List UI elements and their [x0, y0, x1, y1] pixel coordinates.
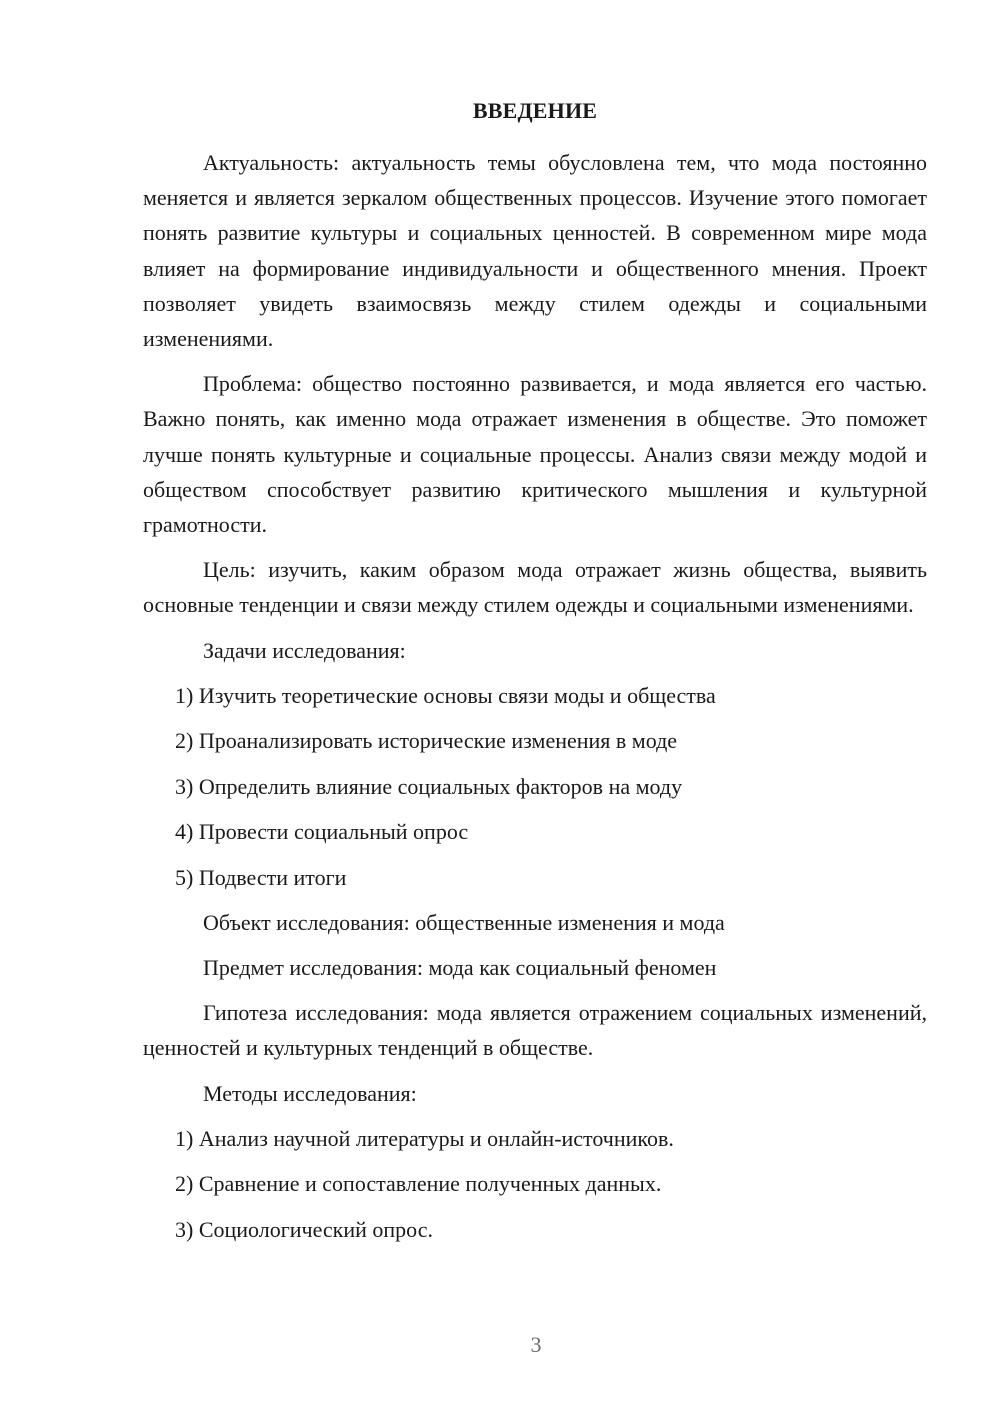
problem-paragraph: Проблема: общество постоянно развивается, и мода является его частью. Важно понять, как именно мода отражает изменения в обществе. Это поможет лучше понять культурные и социальные процессы. Анализ связи между модой и обществом способствует развитию критического мышления и культурной грамотности.: [143, 371, 927, 538]
list-item: 4) Провести социальный опрос: [175, 819, 469, 845]
list-item: 3) Определить влияние социальных факторов на моду: [175, 773, 683, 799]
list-item: 1) Анализ научной литературы и онлайн-источников.: [175, 1125, 674, 1151]
hypothesis-paragraph: Гипотеза исследования: мода является отражением социальных изменений, ценностей и культурных тенденций в обществе.: [143, 1000, 927, 1061]
methods-heading: Методы исследования:: [203, 1080, 417, 1106]
list-item: 3) Социологический опрос.: [175, 1216, 433, 1242]
page-content: [143, 96, 927, 1257]
list-item: 2) Проанализировать исторические изменения в моде: [175, 728, 678, 754]
page-number: 3: [530, 1332, 542, 1357]
goal-paragraph: Цель: изучить, каким образом мода отражает жизнь общества, выявить основные тенденции и связи между стилем одежды и социальными изменениями.: [143, 557, 927, 618]
section-title: ВВЕДЕНИЕ: [472, 98, 598, 123]
methods-list: [143, 1121, 927, 1247]
object-line: Объект исследования: общественные изменения и мода: [203, 910, 725, 936]
list-item: 5) Подвести итоги: [175, 864, 347, 890]
relevance-paragraph: Актуальность: актуальность темы обусловлена тем, что мода постоянно меняется и является зеркалом общественных процессов. Изучение этого помогает понять развитие культуры и социальных ценностей. В современном мире мода влияет на формирование индивидуальности и общественного мнения. Проект позволяет увидеть взаимосвязь между стилем одежды и социальными изменениями.: [143, 150, 927, 352]
list-item: 2) Сравнение и сопоставление полученных данных.: [175, 1171, 662, 1197]
list-item: 1) Изучить теоретические основы связи моды и общества: [175, 682, 716, 708]
tasks-heading: Задачи исследования:: [203, 637, 406, 663]
subject-line: Предмет исследования: мода как социальный феномен: [203, 955, 717, 981]
tasks-list: [143, 678, 927, 895]
